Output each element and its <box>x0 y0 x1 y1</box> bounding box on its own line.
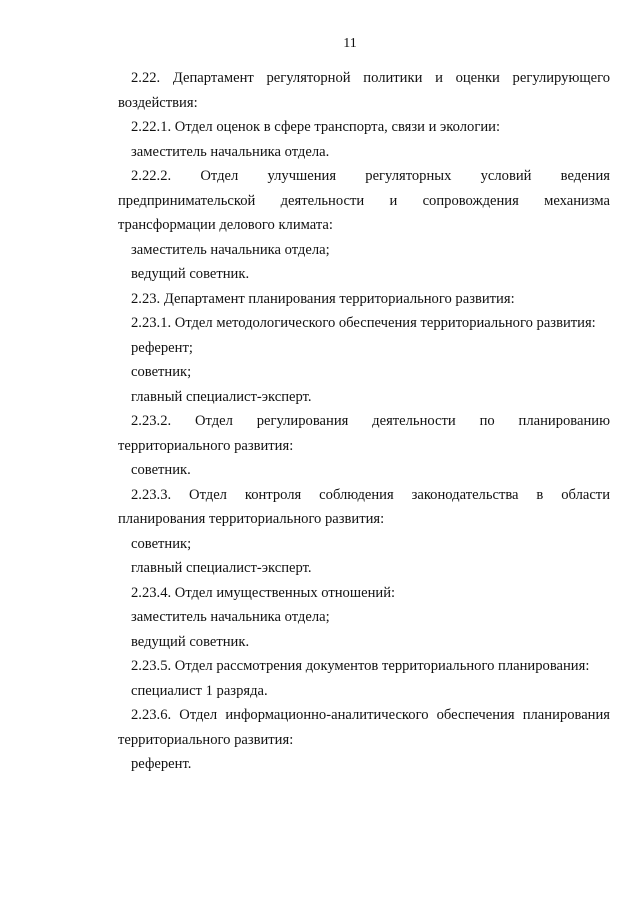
section-2-22-2-heading: 2.22.2. Отдел улучшения регуляторных условий ведения предпринимательской деятельности и сопровождения механизма трансформации делового климата: <box>118 168 610 233</box>
position-item: советник. <box>131 462 191 478</box>
position-item: главный специалист-эксперт. <box>131 560 312 576</box>
section-2-23-2-heading: 2.23.2. Отдел регулирования деятельности по планированию территориального развития: <box>118 413 610 454</box>
section-2-22-1-heading: 2.22.1. Отдел оценок в сфере транспорта, связи и экологии: <box>131 119 501 135</box>
position-item: заместитель начальника отдела. <box>131 143 330 160</box>
position-item: ведущий советник. <box>131 633 250 650</box>
section-2-23-3-heading: 2.23.3. Отдел контроля соблюдения законодательства в области планирования территориального развития: <box>118 486 610 527</box>
section-2-23-4-heading: 2.23.4. Отдел имущественных отношений: <box>131 584 396 601</box>
position-item: заместитель начальника отдела; <box>131 241 330 258</box>
position-item: заместитель начальника отдела; <box>131 609 330 625</box>
section-2-23-6-heading: 2.23.6. Отдел информационно-аналитического обеспечения планирования территориального развития: <box>118 707 610 748</box>
section-2-23-5-heading: 2.23.5. Отдел рассмотрения документов территориального планирования: <box>131 658 590 674</box>
section-2-23-1-heading: 2.23.1. Отдел методологического обеспечения территориального развития: <box>131 315 596 331</box>
position-item: советник; <box>131 364 192 380</box>
document-body <box>118 66 610 777</box>
position-item: референт; <box>131 339 193 356</box>
position-item: главный специалист-эксперт. <box>131 388 312 405</box>
page-number: 11 <box>343 36 357 51</box>
position-item: ведущий советник. <box>131 266 250 282</box>
section-2-23-heading: 2.23. Департамент планирования территориального развития: <box>131 290 515 307</box>
position-item: советник; <box>131 535 192 552</box>
section-2-22-heading: 2.22. Департамент регуляторной политики и оценки регулирующего воздействия: <box>118 70 610 111</box>
position-item: специалист 1 разряда. <box>131 682 268 699</box>
position-item: референт. <box>131 756 192 772</box>
